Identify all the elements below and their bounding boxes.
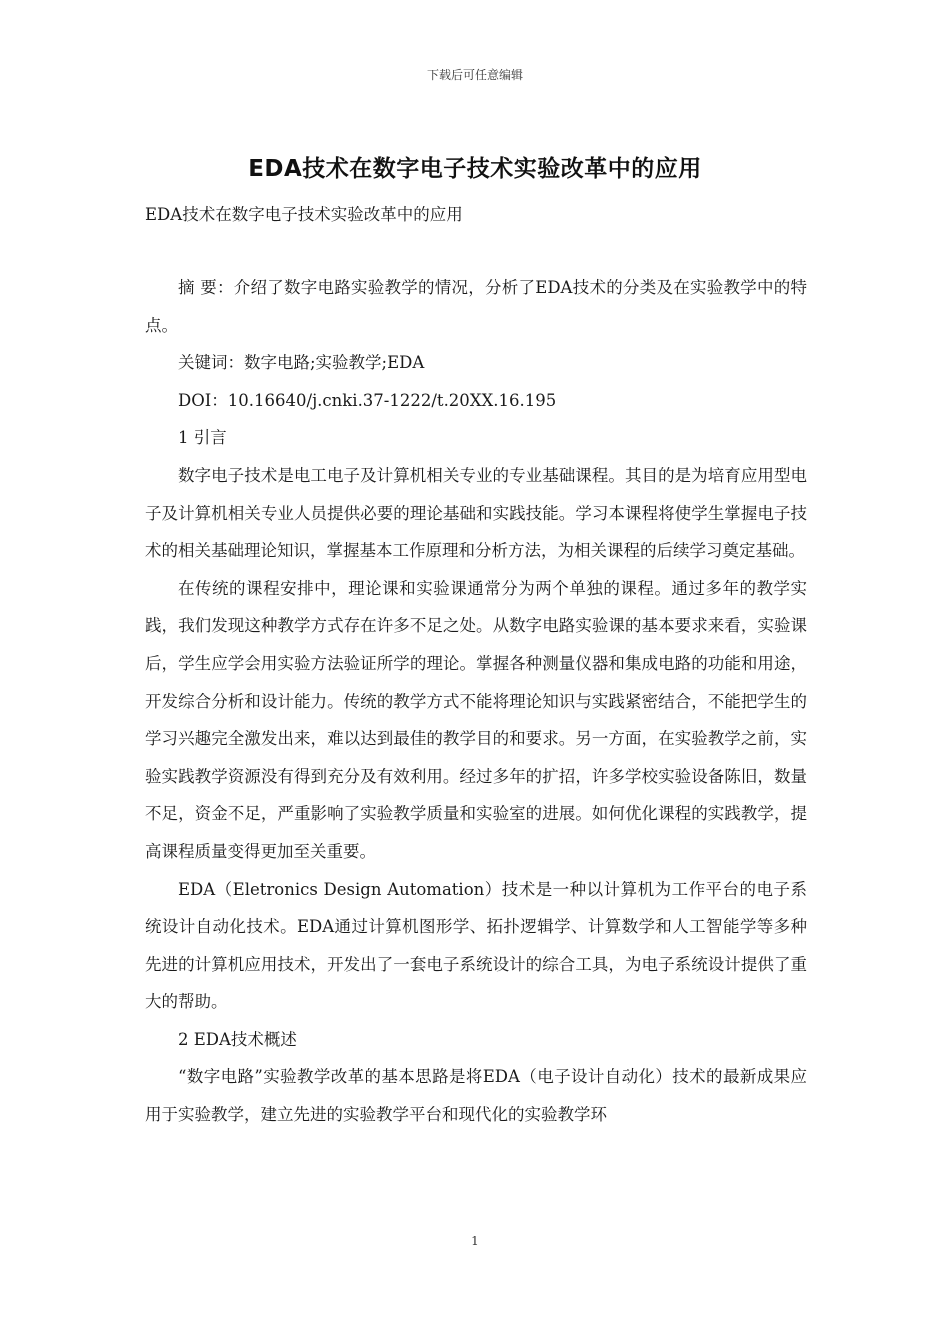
- section-heading: 1 引言: [178, 428, 227, 448]
- abstract: 摘 要：介绍了数字电路实验教学的情况，分析了EDA技术的分类及在实验教学中的特点。: [145, 278, 807, 335]
- section-heading: 2 EDA技术概述: [178, 1029, 297, 1049]
- paragraph: 数字电子技术是电工电子及计算机相关专业的专业基础课程。其目的是为培育应用型电子及计算机相关专业人员提供必要的理论基础和实践技能。学习本课程将使学生掌握电子技术的相关基础理论知识，掌握基本工作原理和分析方法，为相关课程的后续学习奠定基础。: [145, 465, 807, 561]
- page-number: 1: [471, 1234, 479, 1248]
- page-header: 下载后可任意编辑: [426, 68, 523, 82]
- paragraph: EDA（Eletronics Design Automation）技术是一种以计算机为工作平台的电子系统设计自动化技术。EDA通过计算机图形学、拓扑逻辑学、计算数学和人工智能学等多种先进的计算机应用技术，开发出了一套电子系统设计的综合工具，为电子系统设计提供了重大的帮助。: [145, 879, 807, 1012]
- document-title: EDA技术在数字电子技术实验改革中的应用: [248, 156, 702, 182]
- keywords: 关键词：数字电路;实验教学;EDA: [178, 353, 425, 373]
- document-body: [145, 269, 807, 1134]
- paragraph: “数字电路”实验教学改革的基本思路是将EDA（电子设计自动化）技术的最新成果应用于实验教学，建立先进的实验教学平台和现代化的实验教学环: [145, 1067, 807, 1125]
- paragraph: 在传统的课程安排中，理论课和实验课通常分为两个单独的课程。通过多年的教学实践，我们发现这种教学方式存在许多不足之处。从数字电路实验课的基本要求来看，实验课后，学生应学会用实验方法验证所学的理论。掌握各种测量仪器和集成电路的功能和用途，开发综合分析和设计能力。传统的教学方式不能将理论知识与实践紧密结合，不能把学生的学习兴趣完全激发出来，难以达到最佳的教学目的和要求。另一方面，在实验教学之前，实验实践教学资源没有得到充分及有效利用。经过多年的扩招，许多学校实验设备陈旧，数量不足，资金不足，严重影响了实验教学质量和实验室的进展。如何优化课程的实践教学，提高课程质量变得更加至关重要。: [145, 578, 807, 861]
- document-subtitle: EDA技术在数字电子技术实验改革中的应用: [145, 205, 463, 224]
- doi: DOI：10.16640/j.cnki.37-1222/t.20XX.16.195: [178, 390, 557, 410]
